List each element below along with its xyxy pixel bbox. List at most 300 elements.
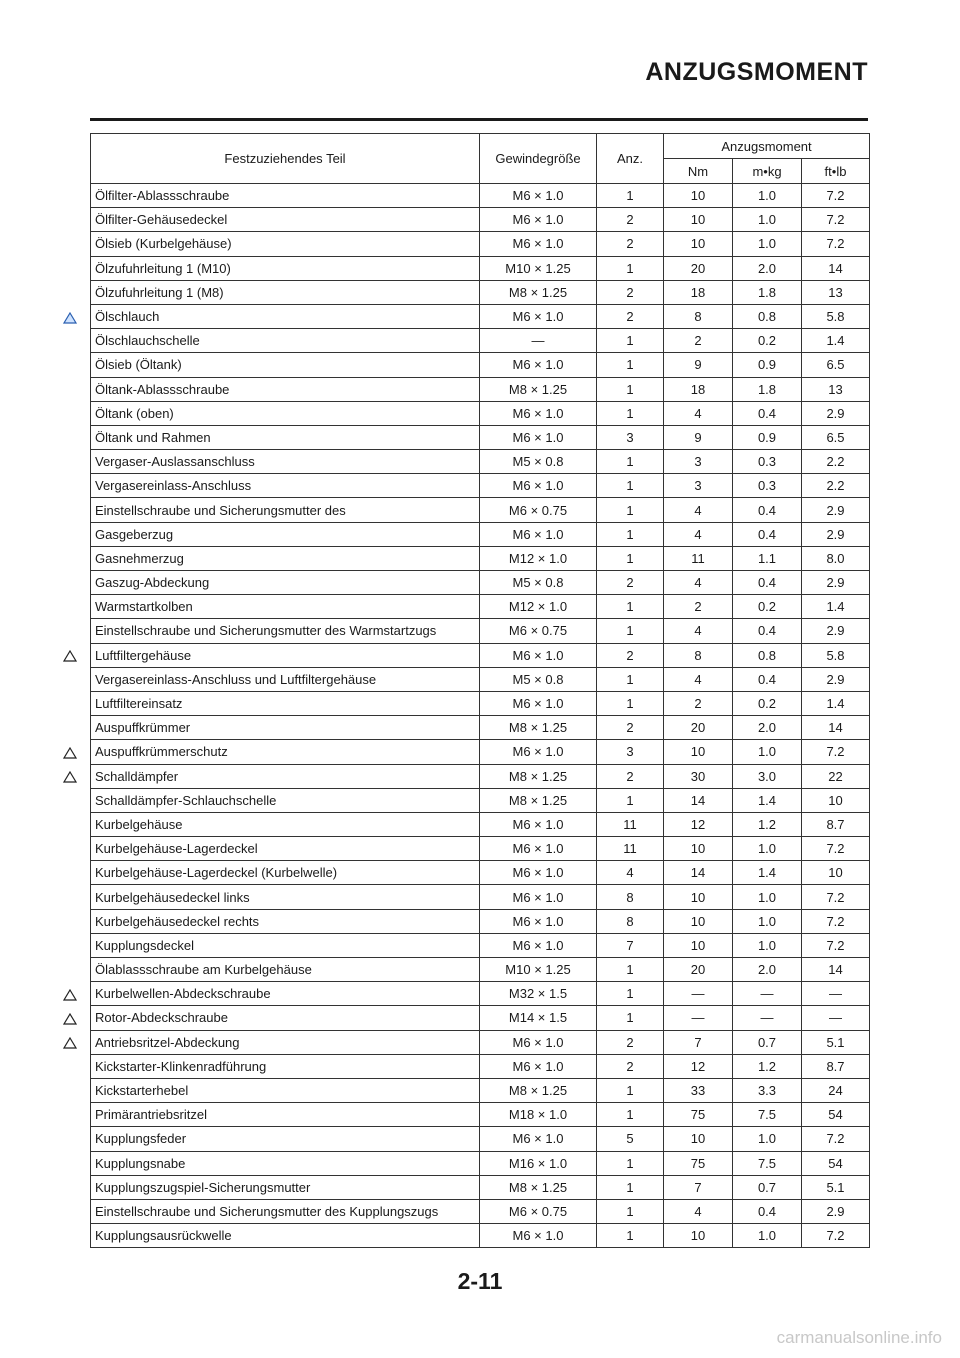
header-part: Festzuziehendes Teil: [91, 134, 480, 184]
cell-mkg: 1.2: [733, 1054, 802, 1078]
cell-mkg: 0.4: [733, 619, 802, 643]
cell-ftlb: 13: [802, 280, 870, 304]
table-row: [91, 1054, 870, 1078]
cell-part: Auspuffkrümmer: [91, 716, 480, 740]
cell-nm: 10: [664, 184, 733, 208]
cell-nm: 4: [664, 522, 733, 546]
table-row: [91, 933, 870, 957]
cell-thread: M6 × 1.0: [480, 933, 597, 957]
cell-nm: 4: [664, 571, 733, 595]
cell-ftlb: 7.2: [802, 837, 870, 861]
cell-mkg: 0.9: [733, 353, 802, 377]
torque-table: [90, 133, 870, 1248]
cell-part: Kurbelgehäusedeckel links: [91, 885, 480, 909]
cell-nm: 2: [664, 329, 733, 353]
cell-mkg: 0.4: [733, 667, 802, 691]
cell-thread: M8 × 1.25: [480, 377, 597, 401]
cell-qty: 1: [597, 788, 664, 812]
cell-part: Schalldämpfer-Schlauchschelle: [91, 788, 480, 812]
cell-nm: 10: [664, 208, 733, 232]
cell-part: Kurbelgehäusedeckel rechts: [91, 909, 480, 933]
cell-mkg: 1.1: [733, 546, 802, 570]
table-row: [91, 1224, 870, 1248]
cell-nm: 10: [664, 933, 733, 957]
cell-thread: M6 × 1.0: [480, 353, 597, 377]
cell-qty: 8: [597, 885, 664, 909]
cell-thread: M6 × 1.0: [480, 740, 597, 764]
cell-thread: M6 × 1.0: [480, 304, 597, 328]
cell-qty: 1: [597, 982, 664, 1006]
cell-mkg: 7.5: [733, 1103, 802, 1127]
cell-thread: M8 × 1.25: [480, 1078, 597, 1102]
cell-qty: 3: [597, 425, 664, 449]
table-row: [91, 1006, 870, 1030]
cell-ftlb: 13: [802, 377, 870, 401]
cell-part: Öltank (oben): [91, 401, 480, 425]
cell-mkg: 1.0: [733, 933, 802, 957]
cell-qty: 2: [597, 232, 664, 256]
cell-thread: M8 × 1.25: [480, 716, 597, 740]
table-row: [91, 740, 870, 764]
cell-mkg: —: [733, 982, 802, 1006]
cell-qty: 2: [597, 304, 664, 328]
cell-part: Vergasereinlass-Anschluss: [91, 474, 480, 498]
cell-mkg: 0.2: [733, 329, 802, 353]
cell-qty: 1: [597, 595, 664, 619]
cell-mkg: 2.0: [733, 716, 802, 740]
cell-ftlb: 2.9: [802, 619, 870, 643]
cell-part: Ölfilter-Ablassschraube: [91, 184, 480, 208]
cell-part: Kurbelwellen-Abdeckschraube: [91, 982, 480, 1006]
cell-part: Gasgeberzug: [91, 522, 480, 546]
cell-part: Ölschlauch: [91, 304, 480, 328]
table-row: [91, 764, 870, 788]
cell-part: Kupplungsnabe: [91, 1151, 480, 1175]
cell-nm: —: [664, 1006, 733, 1030]
cell-nm: 8: [664, 643, 733, 667]
cell-thread: M6 × 1.0: [480, 425, 597, 449]
cell-part: Gaszug-Abdeckung: [91, 571, 480, 595]
page-title: ANZUGSMOMENT: [645, 58, 868, 86]
cell-ftlb: 2.9: [802, 571, 870, 595]
cell-thread: M6 × 1.0: [480, 1127, 597, 1151]
cell-mkg: 1.2: [733, 812, 802, 836]
cell-ftlb: 6.5: [802, 425, 870, 449]
cell-mkg: 1.0: [733, 909, 802, 933]
cell-qty: 1: [597, 1006, 664, 1030]
cell-part: Einstellschraube und Sicherungsmutter des Warmstartzugs: [91, 619, 480, 643]
cell-thread: M5 × 0.8: [480, 667, 597, 691]
cell-qty: 1: [597, 958, 664, 982]
cell-part: Einstellschraube und Sicherungsmutter des: [91, 498, 480, 522]
cell-qty: 1: [597, 498, 664, 522]
cell-mkg: 1.0: [733, 837, 802, 861]
cell-qty: 1: [597, 1078, 664, 1102]
cell-qty: 1: [597, 353, 664, 377]
cell-part: Luftfiltereinsatz: [91, 691, 480, 715]
cell-ftlb: 10: [802, 861, 870, 885]
cell-ftlb: 5.8: [802, 643, 870, 667]
table-row: [91, 837, 870, 861]
cell-qty: 11: [597, 812, 664, 836]
cell-mkg: 0.4: [733, 1199, 802, 1223]
cell-thread: —: [480, 329, 597, 353]
cell-ftlb: 7.2: [802, 208, 870, 232]
table-row: [91, 885, 870, 909]
cell-part: Öltank-Ablassschraube: [91, 377, 480, 401]
cell-thread: M8 × 1.25: [480, 1175, 597, 1199]
cell-thread: M6 × 1.0: [480, 861, 597, 885]
cell-nm: 14: [664, 861, 733, 885]
locktite-triangle-icon: [63, 1036, 77, 1048]
cell-nm: 11: [664, 546, 733, 570]
cell-ftlb: 14: [802, 256, 870, 280]
table-row: [91, 812, 870, 836]
table-row: [91, 643, 870, 667]
locktite-markers: [60, 0, 88, 1358]
cell-thread: M6 × 1.0: [480, 184, 597, 208]
cell-ftlb: 2.2: [802, 450, 870, 474]
cell-mkg: 0.7: [733, 1175, 802, 1199]
cell-part: Antriebsritzel-Abdeckung: [91, 1030, 480, 1054]
cell-thread: M6 × 1.0: [480, 691, 597, 715]
cell-part: Vergasereinlass-Anschluss und Luftfiltergehäuse: [91, 667, 480, 691]
cell-mkg: 1.0: [733, 740, 802, 764]
cell-part: Kupplungszugspiel-Sicherungsmutter: [91, 1175, 480, 1199]
cell-ftlb: 10: [802, 788, 870, 812]
cell-ftlb: 7.2: [802, 933, 870, 957]
cell-thread: M8 × 1.25: [480, 788, 597, 812]
cell-nm: 10: [664, 1224, 733, 1248]
watermark: carmanualsonline.info: [776, 1328, 942, 1347]
cell-ftlb: 14: [802, 716, 870, 740]
locktite-triangle-icon: [63, 988, 77, 1000]
cell-mkg: 0.4: [733, 401, 802, 425]
cell-thread: M6 × 1.0: [480, 1054, 597, 1078]
cell-qty: 1: [597, 1224, 664, 1248]
table-row: [91, 377, 870, 401]
table-row: [91, 353, 870, 377]
cell-qty: 1: [597, 329, 664, 353]
cell-nm: 33: [664, 1078, 733, 1102]
cell-qty: 1: [597, 401, 664, 425]
cell-nm: 75: [664, 1103, 733, 1127]
cell-qty: 4: [597, 861, 664, 885]
cell-nm: 2: [664, 691, 733, 715]
cell-ftlb: 54: [802, 1151, 870, 1175]
cell-nm: 12: [664, 1054, 733, 1078]
cell-qty: 11: [597, 837, 664, 861]
cell-mkg: 1.0: [733, 885, 802, 909]
table-row: [91, 982, 870, 1006]
cell-qty: 1: [597, 1103, 664, 1127]
cell-thread: M6 × 1.0: [480, 522, 597, 546]
cell-part: Ölsieb (Öltank): [91, 353, 480, 377]
table-row: [91, 909, 870, 933]
cell-part: Kurbelgehäuse-Lagerdeckel: [91, 837, 480, 861]
cell-part: Kickstarterhebel: [91, 1078, 480, 1102]
cell-part: Warmstartkolben: [91, 595, 480, 619]
cell-qty: 7: [597, 933, 664, 957]
cell-ftlb: 7.2: [802, 232, 870, 256]
locktite-triangle-icon: [63, 746, 77, 758]
cell-mkg: 0.3: [733, 474, 802, 498]
cell-thread: M6 × 1.0: [480, 909, 597, 933]
cell-part: Ölschlauchschelle: [91, 329, 480, 353]
cell-qty: 5: [597, 1127, 664, 1151]
cell-thread: M6 × 1.0: [480, 232, 597, 256]
locktite-triangle-icon: [63, 770, 77, 782]
table-row: [91, 716, 870, 740]
cell-ftlb: 8.7: [802, 812, 870, 836]
cell-qty: 1: [597, 184, 664, 208]
cell-mkg: 0.2: [733, 691, 802, 715]
cell-ftlb: 2.2: [802, 474, 870, 498]
cell-mkg: 0.4: [733, 571, 802, 595]
cell-ftlb: 8.0: [802, 546, 870, 570]
cell-part: Kupplungsausrückwelle: [91, 1224, 480, 1248]
table-row: [91, 401, 870, 425]
table-row: [91, 1151, 870, 1175]
cell-nm: 20: [664, 958, 733, 982]
cell-ftlb: 7.2: [802, 1224, 870, 1248]
cell-nm: 2: [664, 595, 733, 619]
cell-qty: 2: [597, 643, 664, 667]
cell-part: Kupplungsfeder: [91, 1127, 480, 1151]
cell-thread: M16 × 1.0: [480, 1151, 597, 1175]
cell-ftlb: 6.5: [802, 353, 870, 377]
cell-thread: M18 × 1.0: [480, 1103, 597, 1127]
cell-mkg: 1.0: [733, 184, 802, 208]
cell-qty: 2: [597, 571, 664, 595]
cell-qty: 1: [597, 1199, 664, 1223]
table-row: [91, 280, 870, 304]
cell-thread: M6 × 0.75: [480, 1199, 597, 1223]
cell-nm: 4: [664, 619, 733, 643]
cell-ftlb: 22: [802, 764, 870, 788]
header-thread: Gewindegröße: [480, 134, 597, 184]
cell-nm: 18: [664, 377, 733, 401]
table-row: [91, 1078, 870, 1102]
cell-thread: M14 × 1.5: [480, 1006, 597, 1030]
cell-qty: 1: [597, 256, 664, 280]
cell-ftlb: 7.2: [802, 740, 870, 764]
cell-thread: M6 × 0.75: [480, 619, 597, 643]
cell-mkg: 0.4: [733, 498, 802, 522]
cell-part: Gasnehmerzug: [91, 546, 480, 570]
cell-qty: 1: [597, 377, 664, 401]
table-row: [91, 1175, 870, 1199]
cell-mkg: 3.3: [733, 1078, 802, 1102]
cell-ftlb: —: [802, 1006, 870, 1030]
table-row: [91, 498, 870, 522]
table-row: [91, 450, 870, 474]
table-row: [91, 208, 870, 232]
cell-nm: 7: [664, 1175, 733, 1199]
cell-qty: 1: [597, 450, 664, 474]
cell-thread: M5 × 0.8: [480, 571, 597, 595]
cell-part: Vergaser-Auslassanschluss: [91, 450, 480, 474]
cell-mkg: 0.7: [733, 1030, 802, 1054]
cell-ftlb: 7.2: [802, 909, 870, 933]
table-row: [91, 304, 870, 328]
cell-nm: 9: [664, 353, 733, 377]
table-row: [91, 619, 870, 643]
cell-mkg: 3.0: [733, 764, 802, 788]
cell-ftlb: 2.9: [802, 1199, 870, 1223]
page-number: 2-11: [457, 1268, 503, 1294]
cell-part: Rotor-Abdeckschraube: [91, 1006, 480, 1030]
cell-nm: 10: [664, 837, 733, 861]
cell-part: Luftfiltergehäuse: [91, 643, 480, 667]
cell-thread: M5 × 0.8: [480, 450, 597, 474]
header-nm: Nm: [664, 159, 733, 184]
cell-nm: 10: [664, 885, 733, 909]
cell-mkg: 2.0: [733, 256, 802, 280]
cell-thread: M6 × 1.0: [480, 643, 597, 667]
cell-nm: 75: [664, 1151, 733, 1175]
cell-ftlb: 14: [802, 958, 870, 982]
table-row: [91, 184, 870, 208]
table-row: [91, 1103, 870, 1127]
cell-qty: 2: [597, 208, 664, 232]
table-row: [91, 958, 870, 982]
header-mkg: m•kg: [733, 159, 802, 184]
cell-ftlb: 7.2: [802, 885, 870, 909]
cell-ftlb: 7.2: [802, 1127, 870, 1151]
cell-ftlb: 54: [802, 1103, 870, 1127]
cell-part: Einstellschraube und Sicherungsmutter des Kupplungszugs: [91, 1199, 480, 1223]
cell-thread: M32 × 1.5: [480, 982, 597, 1006]
cell-thread: M10 × 1.25: [480, 256, 597, 280]
cell-ftlb: 8.7: [802, 1054, 870, 1078]
cell-thread: M6 × 0.75: [480, 498, 597, 522]
cell-thread: M6 × 1.0: [480, 812, 597, 836]
cell-thread: M10 × 1.25: [480, 958, 597, 982]
cell-part: Primärantriebsritzel: [91, 1103, 480, 1127]
table-row: [91, 425, 870, 449]
table-row: [91, 232, 870, 256]
cell-thread: M6 × 1.0: [480, 401, 597, 425]
cell-ftlb: 2.9: [802, 522, 870, 546]
cell-nm: 4: [664, 401, 733, 425]
cell-nm: 7: [664, 1030, 733, 1054]
cell-qty: 2: [597, 1030, 664, 1054]
cell-part: Ölsieb (Kurbelgehäuse): [91, 232, 480, 256]
cell-qty: 3: [597, 740, 664, 764]
cell-nm: 3: [664, 450, 733, 474]
cell-mkg: 1.0: [733, 1127, 802, 1151]
cell-mkg: 0.8: [733, 643, 802, 667]
table-row: [91, 256, 870, 280]
cell-nm: 10: [664, 740, 733, 764]
cell-qty: 1: [597, 522, 664, 546]
cell-part: Öltank und Rahmen: [91, 425, 480, 449]
cell-qty: 1: [597, 619, 664, 643]
cell-nm: 30: [664, 764, 733, 788]
table-row: [91, 861, 870, 885]
locktite-triangle-icon: [63, 1012, 77, 1024]
table-row: [91, 595, 870, 619]
cell-qty: 1: [597, 1175, 664, 1199]
cell-qty: 2: [597, 280, 664, 304]
cell-mkg: 0.9: [733, 425, 802, 449]
cell-part: Schalldämpfer: [91, 764, 480, 788]
cell-qty: 8: [597, 909, 664, 933]
cell-qty: 1: [597, 546, 664, 570]
table-row: [91, 522, 870, 546]
cell-mkg: 1.0: [733, 208, 802, 232]
cell-mkg: 1.8: [733, 377, 802, 401]
cell-ftlb: 2.9: [802, 498, 870, 522]
cell-part: Ölzufuhrleitung 1 (M10): [91, 256, 480, 280]
cell-thread: M6 × 1.0: [480, 474, 597, 498]
table-row: [91, 571, 870, 595]
table-row: [91, 691, 870, 715]
cell-nm: 10: [664, 232, 733, 256]
cell-part: Kupplungsdeckel: [91, 933, 480, 957]
table-row: [91, 667, 870, 691]
cell-ftlb: 5.1: [802, 1030, 870, 1054]
table-body: [91, 184, 870, 1248]
cell-mkg: 7.5: [733, 1151, 802, 1175]
cell-nm: 14: [664, 788, 733, 812]
cell-qty: 1: [597, 667, 664, 691]
cell-mkg: 0.4: [733, 522, 802, 546]
cell-nm: 3: [664, 474, 733, 498]
cell-ftlb: 24: [802, 1078, 870, 1102]
cell-qty: 1: [597, 474, 664, 498]
table-row: [91, 1199, 870, 1223]
cell-thread: M6 × 1.0: [480, 1030, 597, 1054]
cell-part: Ölzufuhrleitung 1 (M8): [91, 280, 480, 304]
cell-nm: 9: [664, 425, 733, 449]
cell-part: Kickstarter-Klinkenradführung: [91, 1054, 480, 1078]
table-row: [91, 546, 870, 570]
cell-mkg: 1.8: [733, 280, 802, 304]
cell-nm: 18: [664, 280, 733, 304]
cell-mkg: —: [733, 1006, 802, 1030]
cell-thread: M6 × 1.0: [480, 208, 597, 232]
table-row: [91, 788, 870, 812]
cell-ftlb: 5.1: [802, 1175, 870, 1199]
cell-qty: 1: [597, 691, 664, 715]
cell-nm: 4: [664, 667, 733, 691]
cell-mkg: 1.0: [733, 1224, 802, 1248]
cell-ftlb: —: [802, 982, 870, 1006]
cell-part: Ölablassschraube am Kurbelgehäuse: [91, 958, 480, 982]
cell-mkg: 0.2: [733, 595, 802, 619]
cell-mkg: 2.0: [733, 958, 802, 982]
cell-ftlb: 7.2: [802, 184, 870, 208]
locktite-triangle-icon: [63, 649, 77, 661]
cell-thread: M6 × 1.0: [480, 837, 597, 861]
cell-mkg: 1.0: [733, 232, 802, 256]
cell-thread: M6 × 1.0: [480, 1224, 597, 1248]
title-rule: [90, 118, 868, 121]
cell-nm: 4: [664, 1199, 733, 1223]
cell-thread: M8 × 1.25: [480, 280, 597, 304]
cell-thread: M8 × 1.25: [480, 764, 597, 788]
cell-mkg: 0.8: [733, 304, 802, 328]
cell-qty: 1: [597, 1151, 664, 1175]
locktite-triangle-icon: [63, 311, 77, 323]
cell-part: Kurbelgehäuse-Lagerdeckel (Kurbelwelle): [91, 861, 480, 885]
table-row: [91, 474, 870, 498]
cell-ftlb: 5.8: [802, 304, 870, 328]
cell-ftlb: 1.4: [802, 595, 870, 619]
cell-part: Ölfilter-Gehäusedeckel: [91, 208, 480, 232]
